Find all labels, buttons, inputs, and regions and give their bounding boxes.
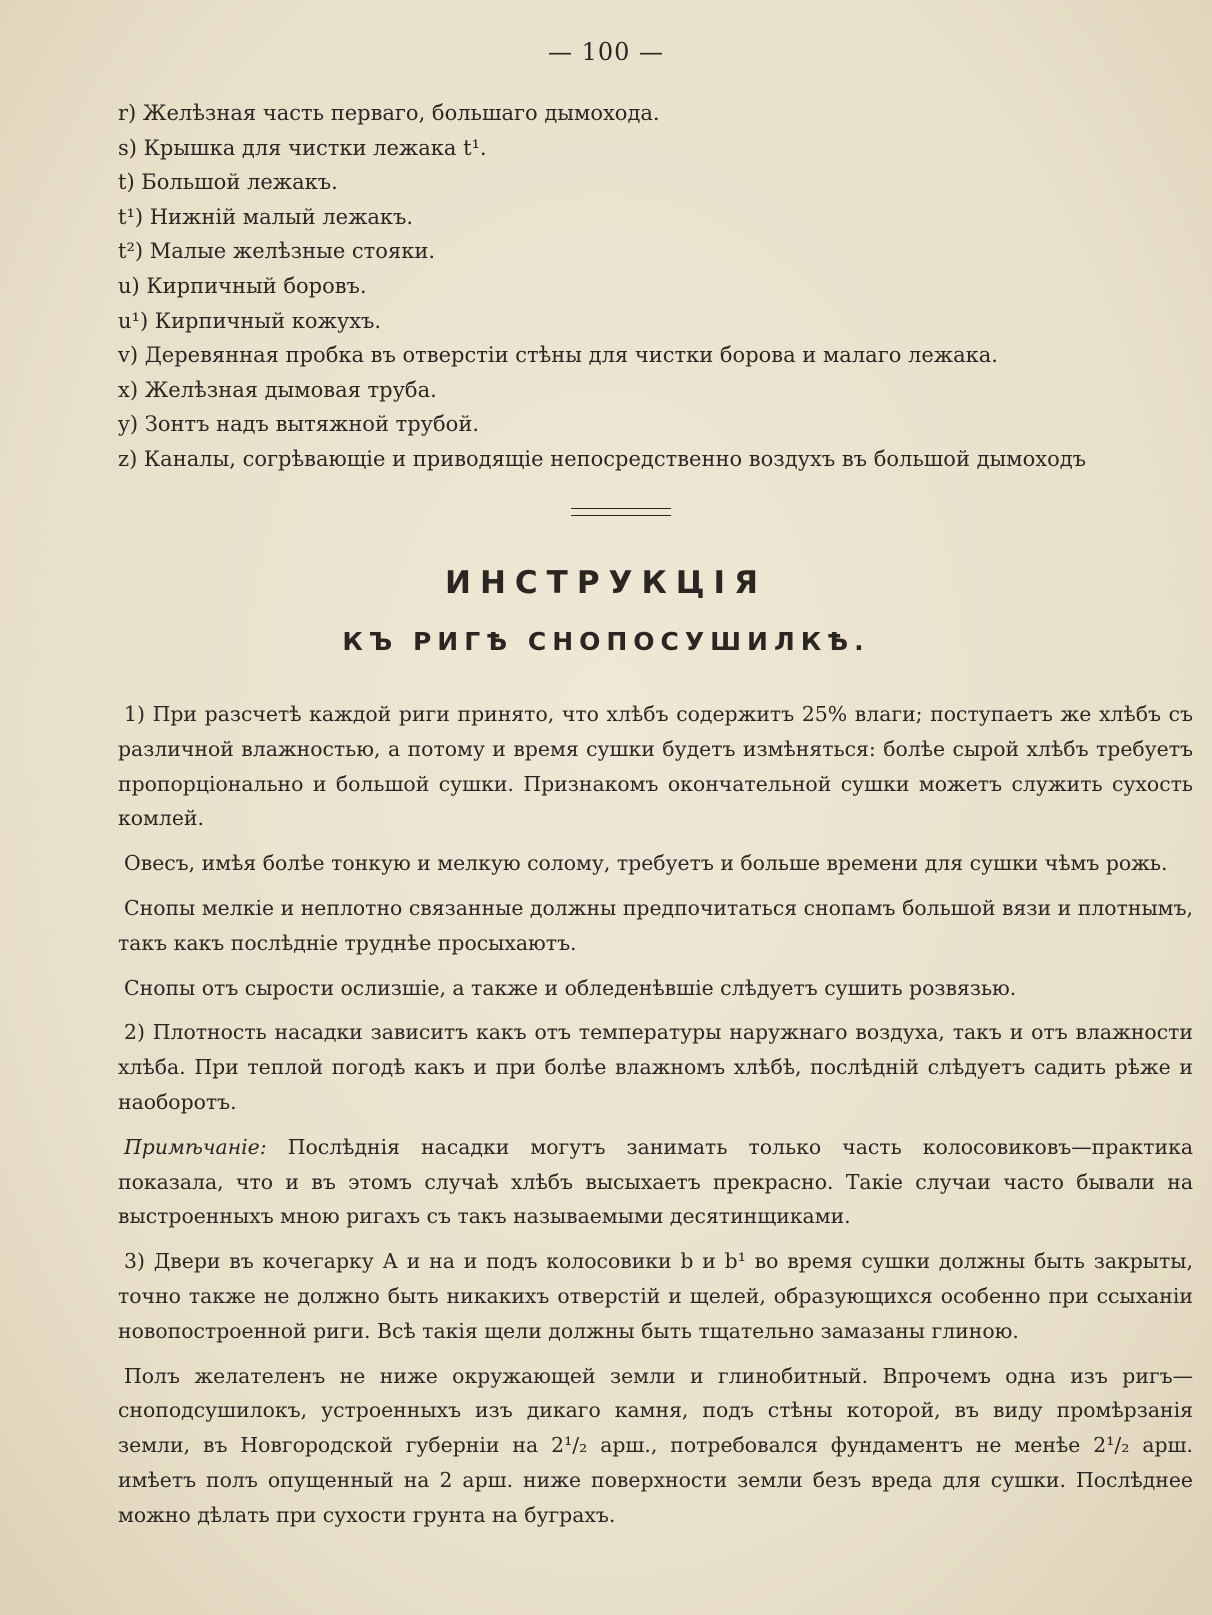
legend-item: v) Деревянная пробка въ отверстіи стѣны для чистки борова и малаго лежака. (118, 343, 998, 368)
legend-item: t²) Малые желѣзные стояки. (118, 239, 435, 264)
paragraph: Снопы отъ сырости ослизшіе, а также и обледенѣвшіе слѣдуетъ сушить розвязью. (124, 975, 1017, 1000)
legend-item: t) Большой лежакъ. (118, 170, 338, 195)
legend-item: x) Желѣзная дымовая труба. (118, 377, 437, 402)
paragraph: 1) При разсчетѣ каждой риги принято, что хлѣбъ содержитъ 25% влаги; поступаетъ же хлѣбъ съ различной влажностью, а потому и время сушки будетъ измѣняться: болѣе сырой хлѣбъ требуетъ пропорціонально и большой сушки. Признакомъ окончательной сушки можетъ служить сухость комлей. (118, 702, 1193, 831)
paragraph: 2) Плотность насадки зависитъ какъ отъ температуры наружнаго воздуха, такъ и отъ влажности хлѣба. При теплой погодѣ какъ и при болѣе влажномъ хлѣбѣ, послѣдній слѣдуетъ садить рѣже и наоборотъ. (118, 1020, 1193, 1114)
paragraph: Полъ желателенъ не ниже окружающей земли и глинобитный. Впрочемъ одна изъ ригъ—сноподсушилокъ, устроенныхъ изъ дикаго камня, подъ стѣны которой, въ виду промѣрзанія земли, въ Новгородской губерніи на 2¹/₂ арш., потребовался фундаментъ не менѣе 2¹/₂ арш. имѣетъ полъ опущенный на 2 арш. ниже поверхности земли безъ вреда для сушки. Послѣднее можно дѣлать при сухости грунта на буграхъ. (118, 1363, 1193, 1527)
paragraph: Овесъ, имѣя болѣе тонкую и мелкую солому, требуетъ и больше времени для сушки чѣмъ рожь. (124, 851, 1168, 876)
body-text (118, 697, 1193, 1543)
paragraph: Снопы мелкіе и неплотно связанные должны предпочитаться снопамъ большой вязи и плотнымъ, такъ какъ послѣдніе труднѣе просыхаютъ. (118, 895, 1193, 955)
legend-item: y) Зонтъ надъ вытяжной трубой. (118, 412, 479, 437)
legend-item: u) Кирпичный боровъ. (118, 273, 367, 298)
section-subtitle: КЪ РИГѢ СНОПОСУШИЛКѢ. (342, 627, 870, 656)
section-title: ИНСТРУКЦІЯ (445, 565, 767, 601)
note-paragraph (118, 1130, 1193, 1234)
figure-legend (118, 96, 1198, 477)
legend-item: u¹) Кирпичный кожухъ. (118, 308, 382, 333)
paragraph: 3) Двери въ кочегарку А и на и подъ колосовики b и b¹ во время сушки должны быть закрыты, точно также не должно быть никакихъ отверстій и щелей, образующихся особенно при ссыханіи новопостроенной риги. Всѣ такія щели должны быть тщательно замазаны глиною. (118, 1249, 1193, 1343)
legend-item: s) Крышка для чистки лежака t¹. (118, 135, 487, 160)
section-divider (571, 508, 671, 516)
legend-item: t¹) Нижній малый лежакъ. (118, 204, 414, 229)
legend-item: r) Желѣзная часть перваго, большаго дымохода. (118, 101, 660, 125)
note-text: Послѣднія насадки могутъ занимать только часть колосовиковъ—практика показала, что и въ этомъ случаѣ хлѣбъ высыхаетъ прекрасно. Такіе случаи часто бывали на выстроенныхъ мною ригахъ съ такъ называемыми десятинщиками. (118, 1134, 1193, 1229)
page-number: — 100 — (547, 38, 665, 66)
legend-item: z) Каналы, согрѣвающіе и приводящіе непосредственно воздухъ въ большой дымоходъ (118, 446, 1087, 471)
note-label: Примѣчаніе: (124, 1134, 267, 1159)
